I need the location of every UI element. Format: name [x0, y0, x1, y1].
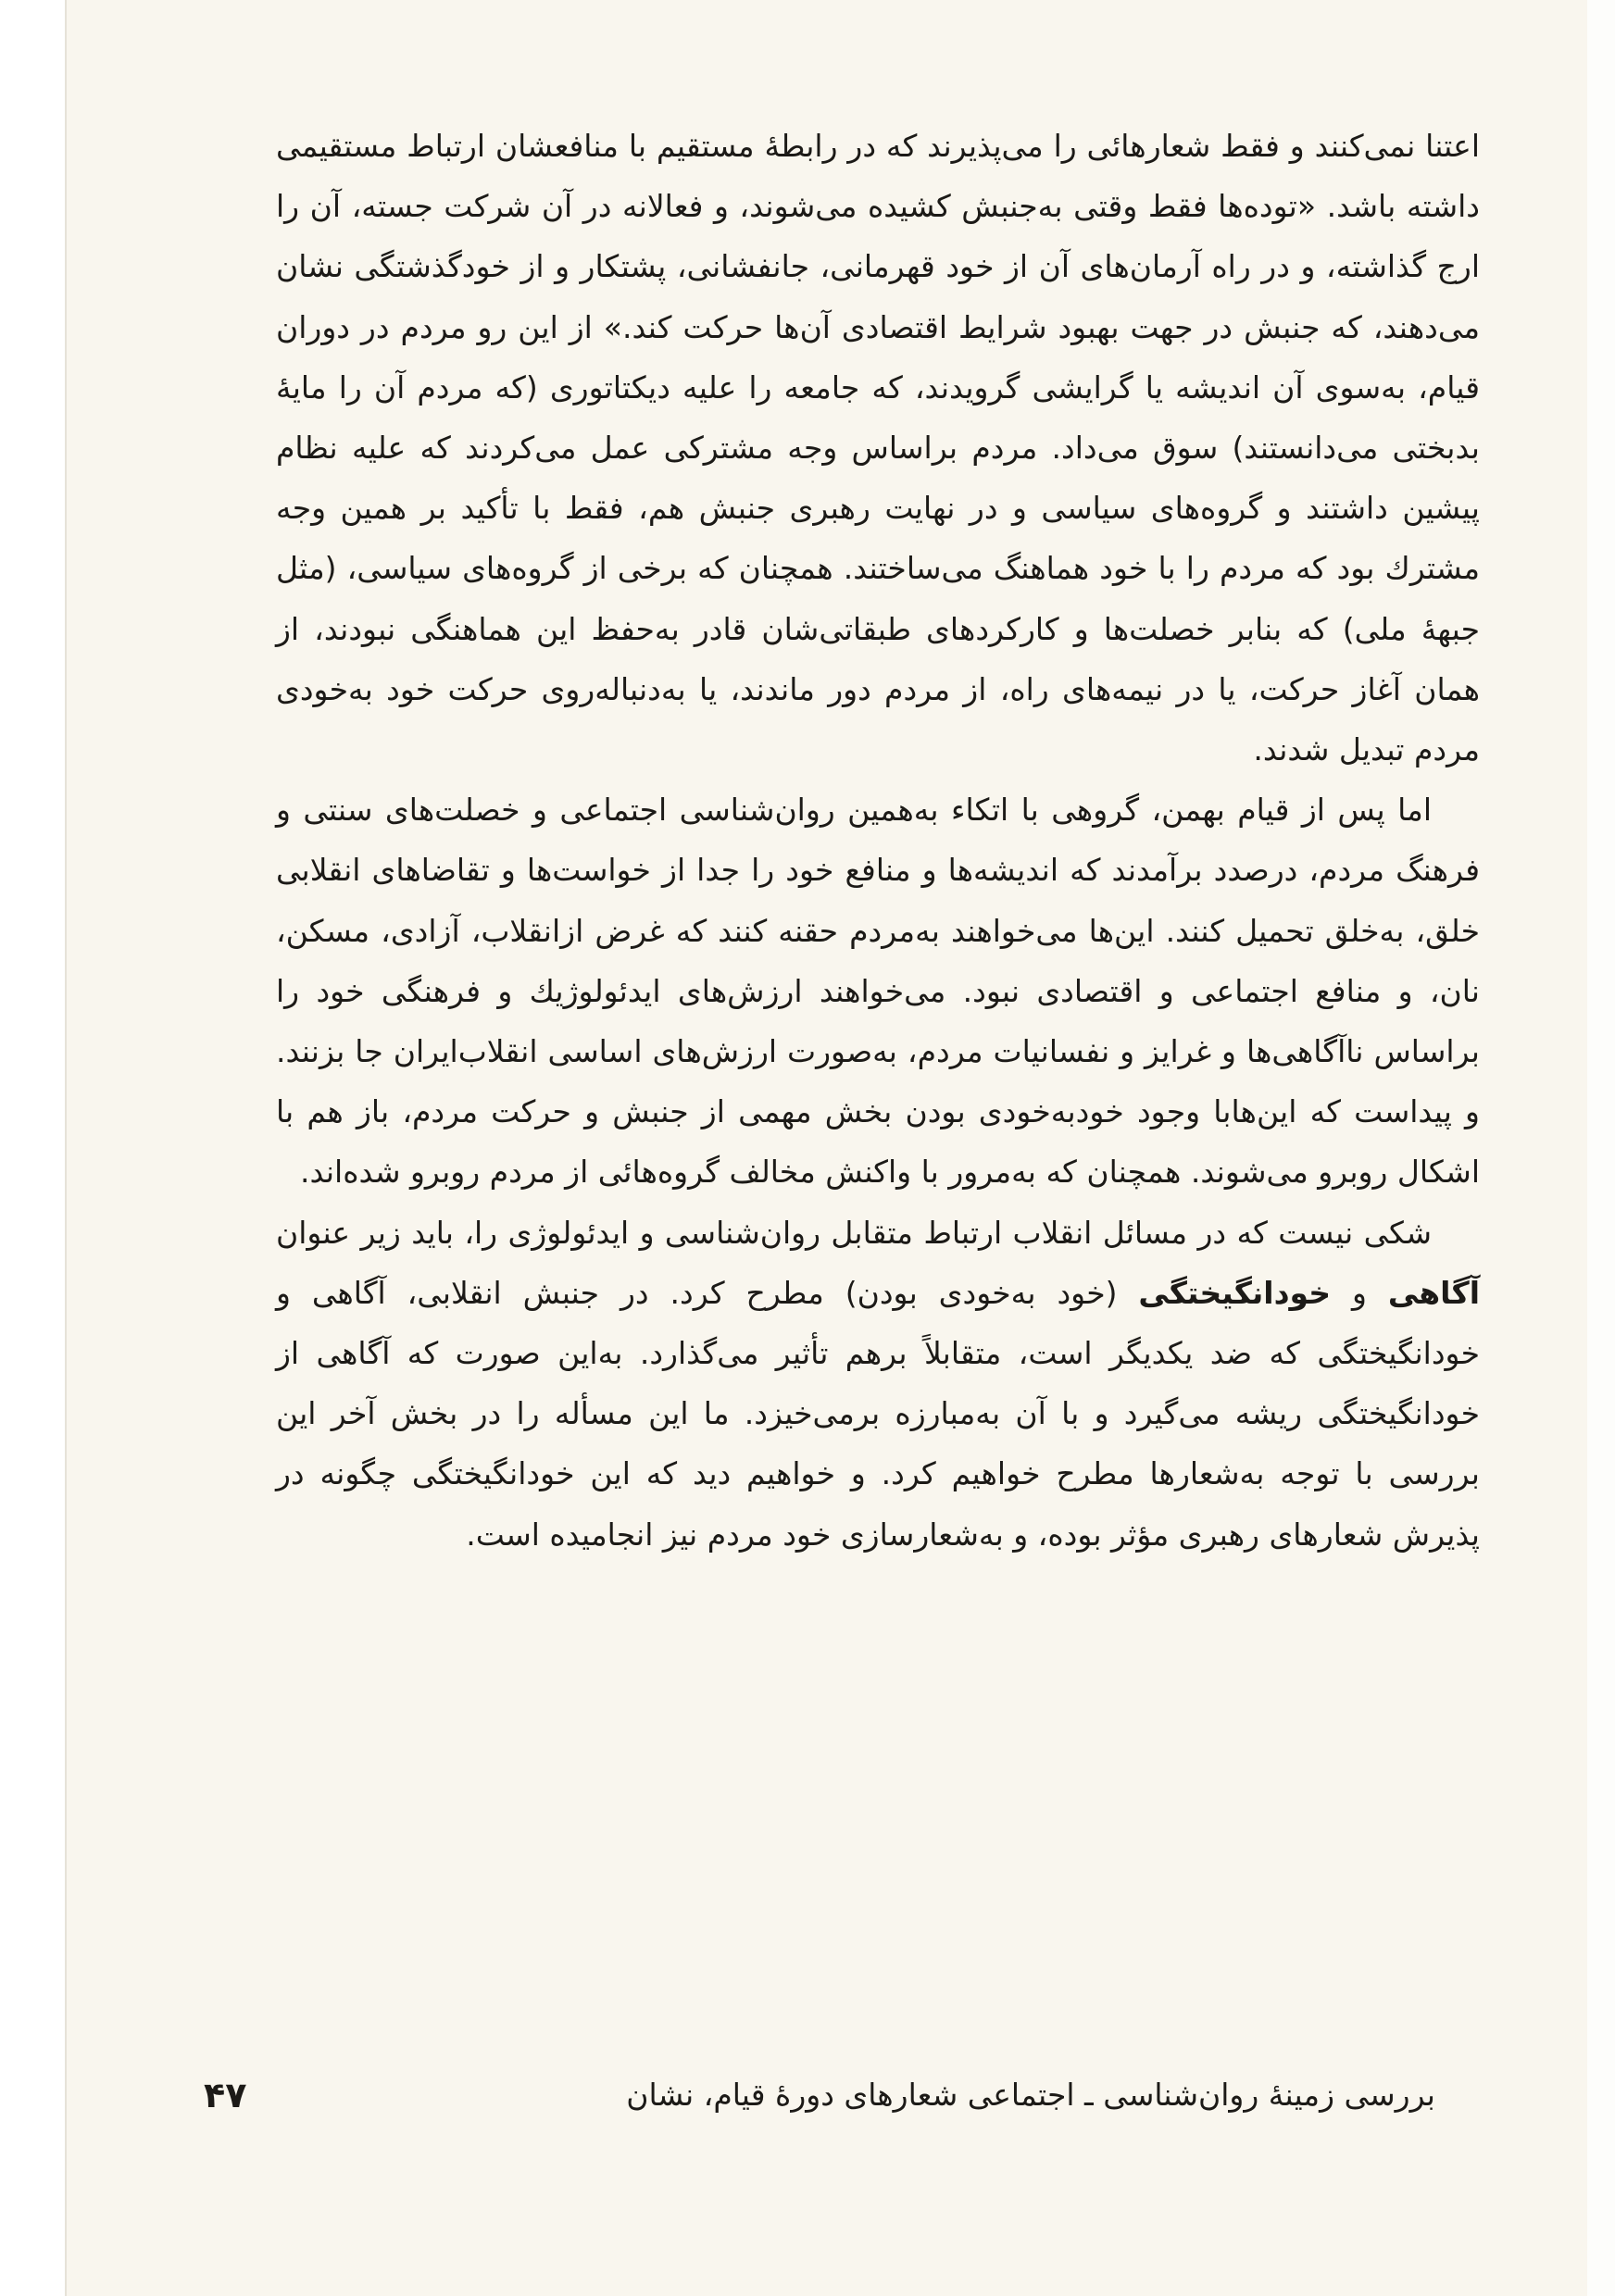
paragraph-3-part-2: (خود به‌خودی بودن) مطرح کرد. در جنبش انقلابی، آگاهی و خودانگیختگی که ضد یکدیگر است، متقابلاً برهم تأثیر می‌گذارد. به‌این صورت که آگاهی از خودانگیختگی ریشه می‌گیرد و با آن به‌مبارزه برمی‌خیزد. ما این مسأله را در بخش آخر این بررسی با توجه به‌شعارها مطرح خواهیم کرد. و خواهیم دید که این خودانگیختگی چگونه در پذیرش شعارهای رهبری مؤثر بوده، و به‌شعارسازی خود مردم نیز انجامیده است. [276, 1274, 1480, 1553]
term-conjunction: و [1351, 1274, 1367, 1311]
paragraph-2: اما پس از قیام بهمن، گروهی با اتکاء به‌همین روان‌شناسی اجتماعی و خصلت‌های سنتی و فرهنگ مردم، درصدد برآمدند که اندیشه‌ها و منافع خود را جدا از خواست‌ها و تقاضاهای انقلابی خلق، به‌خلق تحمیل کنند. این‌ها می‌خواهند به‌مردم حقنه کنند که غرض ازانقلاب، آزادی، مسکن، نان، و منافع اجتماعی و اقتصادی نبود. می‌خواهند ارزش‌های ایدئولوژیك و فرهنگی خود را براساس ناآگاهی‌ها و غرایز و نفسانیات مردم، به‌صورت ارزش‌های اساسی انقلاب‌ایران جا بزنند. و پیداست که این‌هابا وجود خودبه‌خودی بودن بخش مهمی از جنبش و حرکت مردم، باز هم با اشکال روبرو می‌شوند. همچنان که به‌مرور با واکنش مخالف گروه‌هائی از مردم روبرو شده‌اند. [276, 792, 1480, 1191]
paragraph-3 [276, 1203, 1480, 1565]
term-spontaneity: خودانگیختگی [1138, 1274, 1332, 1311]
page-footer [204, 2063, 1435, 2128]
scan-margin-right [1586, 0, 1615, 2296]
scan-margin-left [0, 0, 67, 2296]
page-number: ۴۷ [204, 2075, 247, 2115]
term-awareness: آگاهی [1387, 1274, 1481, 1311]
book-page [67, 0, 1587, 2296]
body-text [276, 116, 1480, 1565]
paragraph-1: اعتنا نمی‌کنند و فقط شعارهائی را می‌پذیرند که در رابطهٔ مستقیم با منافعشان ارتباط مستقیمی داشته باشد. «توده‌ها فقط وقتی به‌جنبش کشیده می‌شوند، و فعالانه در آن شرکت جسته، آن را ارج گذاشته، و در راه آرمان‌های آن از خود قهرمانی، جانفشانی، پشتکار و از خودگذشتگی نشان می‌دهند، که جنبش در جهت بهبود شرایط اقتصادی آن‌ها حرکت کند.» از این رو مردم در دوران قیام، به‌سوی آن اندیشه یا گرایشی گرویدند، که جامعه را علیه دیکتاتوری (که مردم آن را مایهٔ بدبختی می‌دانستند) سوق می‌داد. مردم براساس وجه مشترکی عمل می‌کردند که علیه نظام پیشین داشتند و گروه‌های سیاسی و در نهایت رهبری جنبش هم، فقط با تأکید بر همین وجه مشترك بود که مردم را با خود هماهنگ می‌ساختند. همچنان که برخی از گروه‌های سیاسی، (مثل جبههٔ ملی) که بنابر خصلت‌ها و کارکردهای طبقاتی‌شان قادر به‌حفظ این هماهنگی نبودند، از همان آغاز حرکت، یا در نیمه‌های راه، از مردم دور ماندند، یا به‌دنباله‌روی حرکت خود به‌خودی مردم تبدیل شدند. [276, 128, 1480, 768]
paragraph-3-part-1: شکی نیست که در مسائل انقلاب ارتباط متقابل روان‌شناسی و ایدئولوژی را، باید زیر عنوان [276, 1214, 1432, 1251]
continuation-line: بررسی زمینهٔ روان‌شناسی ـ اجتماعی شعارهای دورهٔ قیام، نشان [626, 2077, 1435, 2113]
